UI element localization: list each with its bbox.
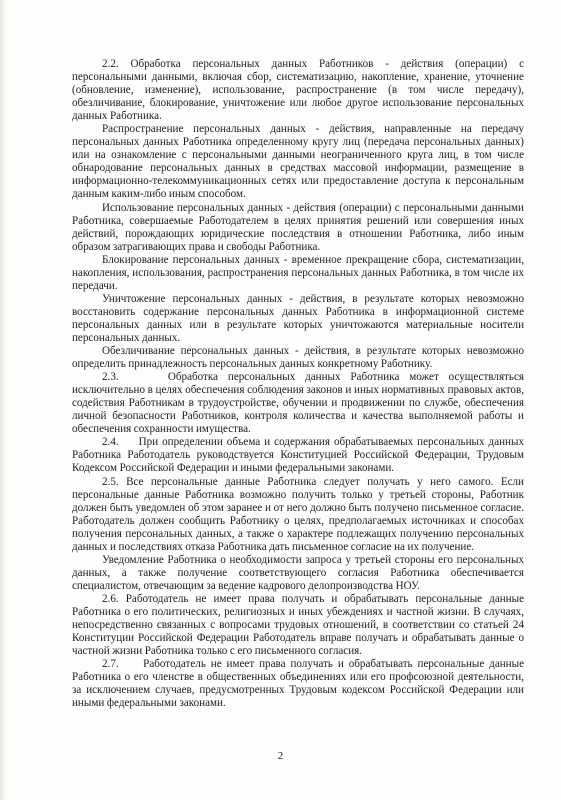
paragraph-notification: Уведомление Работника о необходимости запроса у третьей стороны его персональных данных, а также получение соответствующего согласия Работника обеспечивается специалистом, отвечающим за ведение кадрового делопроизводства НОУ. <box>72 553 524 592</box>
paragraph-distribution: Распространение персональных данных - действия, направленные на передачу персональных данных Работника определенному кругу лиц (передача персональных данных) или на ознакомление с персональными данными неограниченного круга лиц, в том числе обнародование персональных данных в средствах массовой информации, размещение в информационно-телекоммуникационных сетях или предоставление доступа к персональным данным каким-либо иным способом. <box>72 123 524 201</box>
page-number: 2 <box>277 750 284 762</box>
paragraph-2-2: 2.2. Обработка персональных данных Работников - действия (операции) с персональными данными, включая сбор, систематизацию, накопление, хранение, уточнение (обновление, изменение), использование, распространение (в том числе передачу), обезличивание, блокирование, уничтожение или любое другое использование персональных данных Работника. <box>72 58 524 123</box>
paragraph-2-5: 2.5. Все персональные данные Работника следует получать у него самого. Если персональные данные Работника возможно получить только у третьей стороны, Работник должен быть уведомлен об этом заранее и от него должно быть получено письменное согласие. Работодатель должен сообщить Работнику о целях, предполагаемых источниках и способах получения персональных данных, а также о характере подлежащих получению персональных данных и последствиях отказа Работника дать письменное согласие на их получение. <box>72 475 524 553</box>
paragraph-blocking: Блокирование персональных данных - временное прекращение сбора, систематизации, накопления, использования, распространения персональных данных Работника, в том числе их передачи. <box>72 253 524 292</box>
paragraph-anonymization: Обезличивание персональных данных - действия, в результате которых невозможно определить принадлежность персональных данных конкретному Работнику. <box>72 345 524 371</box>
document-body <box>72 58 524 710</box>
paragraph-2-7: 2.7. Работодатель не имеет права получать и обрабатывать персональные данные Работника о его членстве в общественных объединениях или его профсоюзной деятельности, за исключением случаев, предусмотренных Трудовым кодексом Российской Федерации или иными федеральными законами. <box>72 658 524 710</box>
paragraph-2-4: 2.4. При определении объема и содержания обрабатываемых персональных данных Работника Работодатель руководствуется Конституцией Российской Федерации, Трудовым Кодексом Российской Федерации и иными федеральными законами. <box>72 436 524 475</box>
paragraph-2-6: 2.6. Работодатель не имеет права получать и обрабатывать персональные данные Работника о его политических, религиозных и иных убеждениях и частной жизни. В случаях, непосредственно связанных с вопросами трудовых отношений, в соответствии со статьей 24 Конституции Российской Федерации Работодатель вправе получать и обрабатывать данные о частной жизни Работника только с его письменного согласия. <box>72 592 524 658</box>
paragraph-usage: Использование персональных данных - действия (операции) с персональными данными Работника, совершаемые Работодателем в целях принятия решений или совершения иных действий, порождающих юридические последствия в отношении Работника, либо иным образом затрагивающих права и свободы Работника. <box>72 201 524 253</box>
scan-edge-shadow <box>0 0 6 800</box>
paragraph-destruction: Уничтожение персональных данных - действия, в результате которых невозможно восстановить содержание персональных данных Работника в информационной системе персональных данных или в результате которых уничтожаются материальные носители персональных данных. <box>72 292 524 344</box>
paragraph-2-3: 2.3. Обработка персональных данных Работника может осуществляться исключительно в целях обеспечения соблюдения законов и иных нормативных правовых актов, содействия Работникам в трудоустройстве, обучении и продвижении по службе, обеспечения личной безопасности Работников, контроля количества и качества выполняемой работы и обеспечения сохранности имущества. <box>72 371 524 436</box>
